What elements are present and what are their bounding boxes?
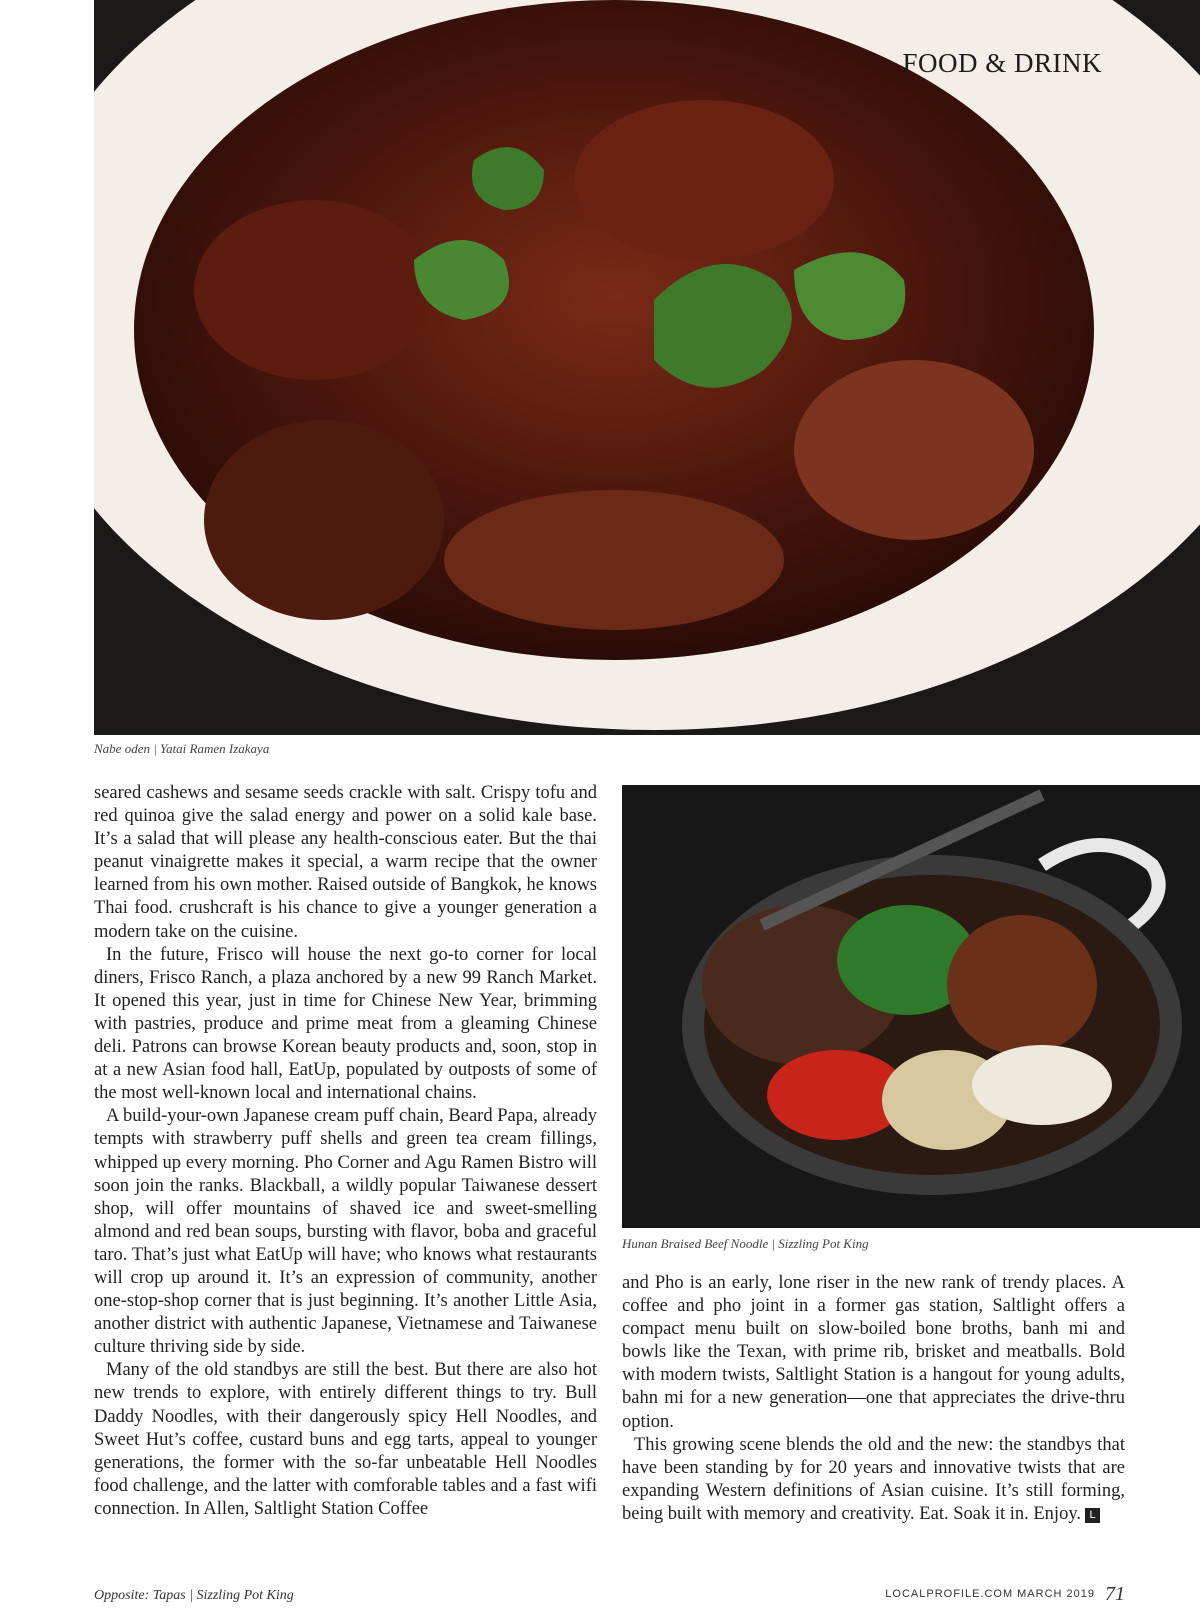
page-footer xyxy=(885,1583,1125,1606)
hero-photo-illustration xyxy=(94,0,1200,735)
opposite-caption: Opposite: Tapas | Sizzling Pot King xyxy=(94,1588,294,1603)
paragraph: and Pho is an early, lone riser in the new rank of trendy places. A coffee and pho joint in a former gas station, Saltlight offers a compact menu built on slow-boiled bone broths, banh mi and bowls like the Texan, with prime rib, brisket and meatballs. Bold with modern twists, Saltlight Station is a hangout for young adults, bahn mi for a new generation—one that appreciates the drive-thru option. xyxy=(622,1273,1125,1432)
paragraph: In the future, Frisco will house the next go-to corner for local diners, Frisco Ranch, a plaza anchored by a new 99 Ranch Market. It opened this year, just in time for Chinese New Year, brimming with pastries, produce and prime meat from a gleaming Chinese deli. Patrons can browse Korean beauty products and, soon, stop in at a new Asian food hall, EatUp, populated by outposts of some of the most well-known local and international chains. xyxy=(94,944,597,1104)
paragraph: Many of the old standbys are still the best. But there are also hot new trends to explore, with entirely different things to try. Bull Daddy Noodles, with their dangerously spicy Hell Noodles, and Sweet Hut’s coffee, custard buns and egg tarts, appeal to younger generations, the former with the so-far unbeatable Hell Noodles food challenge, and the latter with comforable tables and a fast wifi connection. In Allen, Saltlight Station Coffee xyxy=(94,1360,597,1519)
paragraph: A build-your-own Japanese cream puff chain, Beard Papa, already tempts with strawberry puff shells and green tea cream fillings, whipped up every morning. Pho Corner and Agu Ramen Bistro will soon join the ranks. Blackball, a wildly popular Taiwanese dessert shop, will offer mountains of shaved ice and sweet-smelling almond and red bean soups, bursting with flavor, boba and graceful taro. That’s just what EatUp will have; who knows what restaurants will crop up around it. It’s an expression of community, another one-stop-shop corner that is just beginning. It’s another Little Asia, another district with authentic Japanese, Vietnamese and Taiwanese culture thriving side by side. xyxy=(94,1106,597,1358)
page-number: 71 xyxy=(1105,1583,1125,1605)
pot-photo-hunan-noodle xyxy=(622,785,1200,1228)
site-name: LOCALPROFILE.COM xyxy=(885,1588,1014,1600)
paragraph xyxy=(622,1434,1125,1526)
paragraph: seared cashews and sesame seeds crackle with salt. Crispy tofu and red quinoa give the salad energy and power on a solid kale base. It’s a salad that will please any health-conscious eater. But the thai peanut vinaigrette makes it special, a warm recipe that the owner learned from his own mother. Raised outside of Bangkok, he knows Thai food. crushcraft is his chance to give a younger generation a modern take on the cuisine. xyxy=(94,783,597,942)
right-text-column xyxy=(622,1272,1125,1526)
paragraph-text: This growing scene blends the old and the new: the standbys that have been standing by for 20 years and innovative twists that are expanding Western definitions of Asian cuisine. It’s still forming, being built with memory and creativity. Eat. Soak it in. Enjoy. xyxy=(622,1434,1125,1524)
left-text-column xyxy=(94,782,597,1521)
end-mark-logo: L xyxy=(1085,1508,1100,1523)
pot-photo-illustration xyxy=(622,785,1200,1228)
hero-photo-caption: Nabe oden | Yatai Ramen Izakaya xyxy=(94,741,270,756)
issue-date: MARCH 2019 xyxy=(1017,1588,1095,1600)
hero-photo-nabe-oden xyxy=(94,0,1200,735)
pot-photo-caption: Hunan Braised Beef Noodle | Sizzling Pot King xyxy=(622,1236,869,1251)
section-label: FOOD & DRINK xyxy=(902,48,1102,78)
